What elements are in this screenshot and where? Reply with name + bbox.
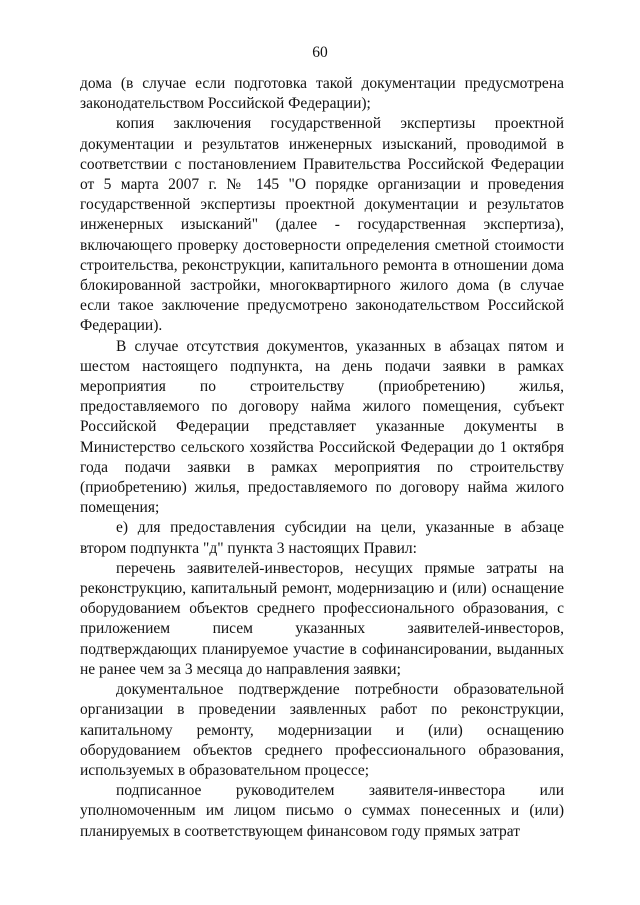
document-body	[80, 74, 564, 842]
paragraph-6: документальное подтверждение потребности образовательной организации в проведении заявленных работ по реконструкции, капитальному ремонту, модернизации и (или) оснащению оборудованием объектов среднего профессионального образования, используемых в образовательном процессе;	[80, 681, 564, 779]
paragraph-4: е) для предоставления субсидии на цели, указанные в абзаце втором подпункта "д" пункта 3 настоящих Правил:	[80, 519, 564, 557]
page-number: 60	[312, 44, 328, 61]
paragraph-7: подписанное руководителем заявителя-инвестора или уполномоченным им лицом письмо о суммах понесенных и (или) планируемых в соответствующем финансовом году прямых затрат	[80, 782, 564, 840]
paragraph-5: перечень заявителей-инвесторов, несущих прямые затраты на реконструкцию, капитальный ремонт, модернизацию и (или) оснащение оборудованием объектов среднего профессионального образования, с приложением писем указанных заявителей-инвесторов, подтверждающих планируемое участие в софинансировании, выданных не ранее чем за 3 месяца до направления заявки;	[80, 559, 564, 678]
paragraph-3: В случае отсутствия документов, указанных в абзацах пятом и шестом настоящего подпункта, на день подачи заявки в рамках мероприятия по строительству (приобретению) жилья, предоставляемого по договору найма жилого помещения, субъект Российской Федерации представляет указанные документы в Министерство сельского хозяйства Российской Федерации до 1 октября года подачи заявки в рамках мероприятия по строительству (приобретению) жилья, предоставляемого по договору найма жилого помещения;	[80, 337, 564, 517]
paragraph-1: дома (в случае если подготовка такой документации предусмотрена законодательством Российской Федерации);	[80, 75, 564, 113]
paragraph-2: копия заключения государственной экспертизы проектной документации и результатов инженерных изысканий, проводимой в соответствии с постановлением Правительства Российской Федерации от 5 марта 2007 г. № 145 "О порядке организации и проведения государственной экспертизы проектной документации и результатов инженерных изысканий" (далее - государственная экспертиза), включающего проверку достоверности определения сметной стоимости строительства, реконструкции, капитального ремонта в отношении дома блокированной застройки, многоквартирного жилого дома (в случае если такое заключение предусмотрено законодательством Российской Федерации).	[80, 115, 564, 335]
